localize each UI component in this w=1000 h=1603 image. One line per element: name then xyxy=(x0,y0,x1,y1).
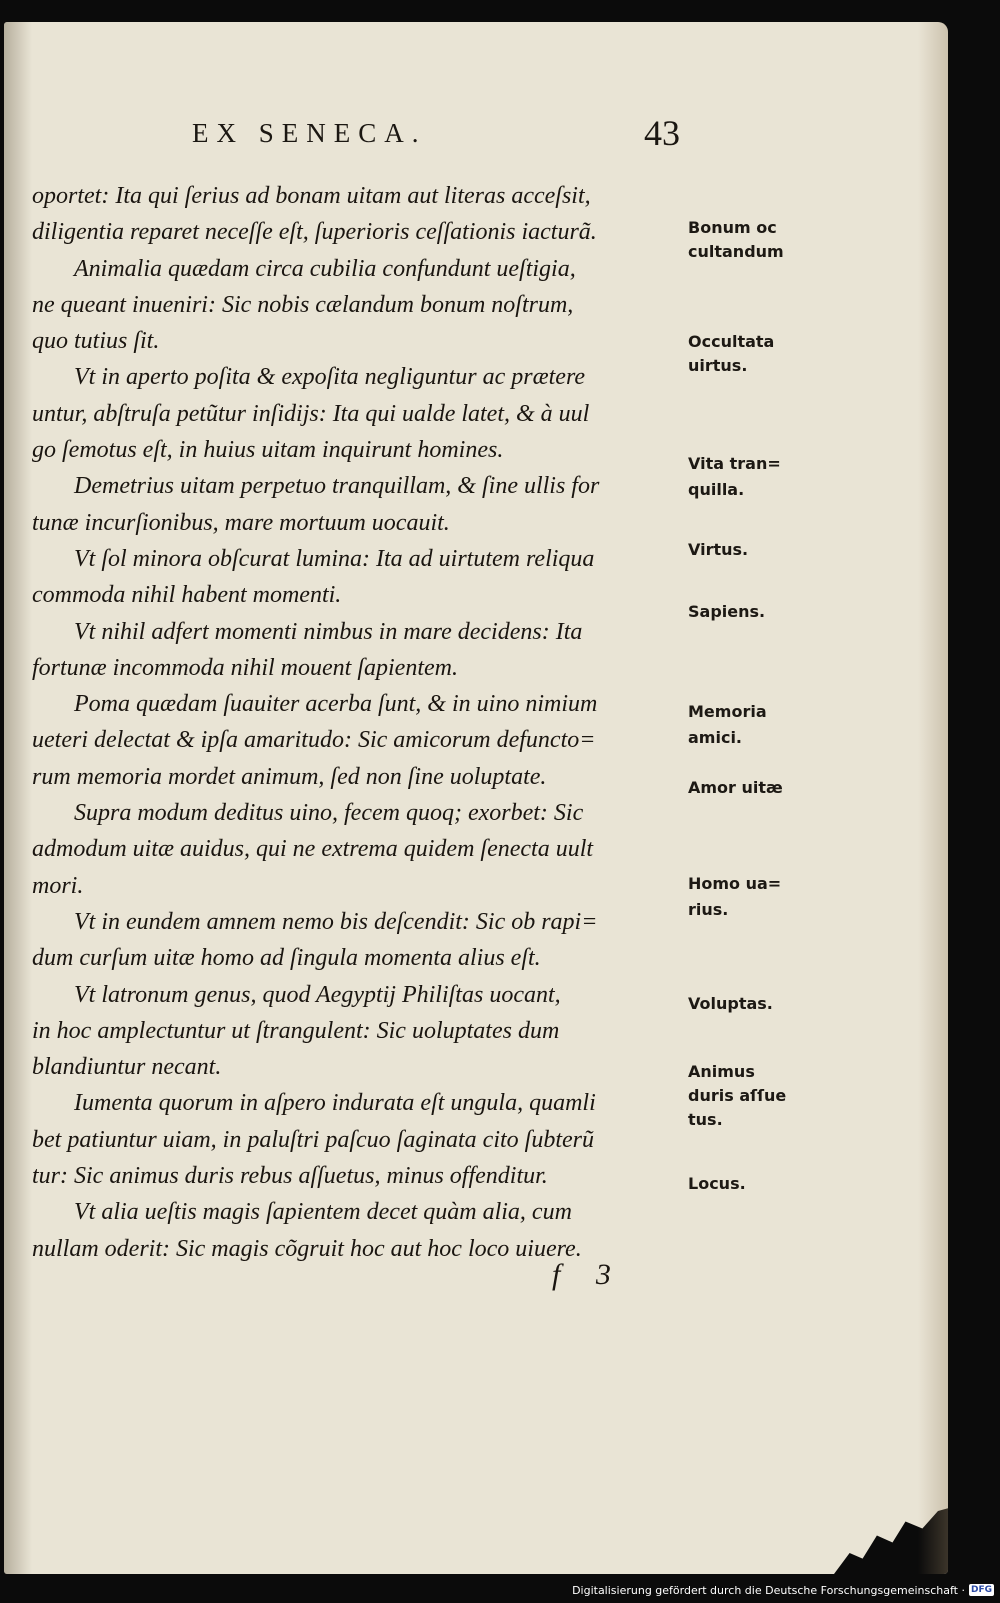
margin-note: Vita tran= xyxy=(688,454,781,473)
margin-note: duris aſſue xyxy=(688,1086,787,1105)
margin-note: Memoria xyxy=(688,702,767,721)
text-line: Demetrius uitam perpetuo tranquillam, & ſine ullis for xyxy=(74,473,600,500)
margin-note: rius. xyxy=(688,900,729,919)
text-line: ueteri delectat & ipſa amaritudo: Sic amicorum defuncto= xyxy=(32,727,596,754)
margin-note: Homo ua= xyxy=(688,874,782,893)
margin-note: quilla. xyxy=(688,480,745,499)
body-text xyxy=(32,178,702,1267)
text-line: tunæ incurſionibus, mare mortuum uocauit. xyxy=(32,509,450,536)
text-line: bet patiuntur uiam, in paluſtri paſcuo ſaginata cito ſubterũ xyxy=(32,1126,594,1153)
text-line: Vt ſol minora obſcurat lumina: Ita ad uirtutem reliqua xyxy=(74,545,595,572)
text-line: commoda nihil habent momenti. xyxy=(32,582,342,609)
text-line: in hoc amplectuntur ut ſtrangulent: Sic uoluptates dum xyxy=(32,1017,560,1044)
text-line: oportet: Ita qui ſerius ad bonam uitam aut literas acceſsit, xyxy=(32,183,591,209)
text-line: diligentia reparet neceſſe eſt, ſuperioris ceſſationis iacturã. xyxy=(32,219,597,246)
credit-text: Digitalisierung gefördert durch die Deutsche Forschungsgemeinschaft · xyxy=(572,1583,965,1597)
running-head xyxy=(4,113,948,156)
margin-note: amici. xyxy=(688,728,742,747)
text-line: tur: Sic animus duris rebus aſſuetus, minus offenditur. xyxy=(32,1163,548,1190)
text-line: mori. xyxy=(32,872,84,899)
text-line: admodum uitæ auidus, qui ne extrema quidem ſenecta uult xyxy=(32,836,594,863)
margin-note: cultandum xyxy=(688,242,784,261)
text-line: blandiuntur necant. xyxy=(32,1054,222,1081)
text-line: dum curſum uitæ homo ad ſingula momenta alius eſt. xyxy=(32,945,541,972)
margin-note: Animus xyxy=(688,1062,755,1081)
text-line: Vt in eundem amnem nemo bis deſcendit: Sic ob rapi= xyxy=(74,908,598,935)
text-line: quo tutius ſit. xyxy=(32,328,160,355)
text-line: go ſemotus eſt, in huius uitam inquirunt homines. xyxy=(32,437,504,464)
text-line: fortunæ incommoda nihil mouent ſapientem. xyxy=(32,654,458,681)
running-head-title: EX SENECA. xyxy=(192,118,427,148)
digitization-credit xyxy=(572,1579,994,1601)
margin-note: Locus. xyxy=(688,1174,746,1193)
signature-mark: f 3 xyxy=(552,1258,625,1291)
book-page xyxy=(4,22,948,1574)
margin-note: tus. xyxy=(688,1110,723,1129)
margin-note: Bonum oc xyxy=(688,218,777,237)
text-line: Iumenta quorum in aſpero indurata eſt ungula, quamli xyxy=(74,1090,596,1117)
text-line: Poma quædam ſuauiter acerba ſunt, & in uino nimium xyxy=(74,691,598,718)
dfg-logo: DFG xyxy=(970,1585,992,1595)
margin-note: Amor uitæ xyxy=(688,778,783,797)
text-line: Vt latronum genus, quod Aegyptij Philiſtas uocant, xyxy=(74,981,561,1008)
margin-note: Virtus. xyxy=(688,540,749,559)
text-line: Vt alia ueſtis magis ſapientem decet quàm alia, cum xyxy=(74,1199,572,1226)
torn-corner xyxy=(834,1504,948,1574)
margin-note: Voluptas. xyxy=(688,994,773,1013)
margin-note: Occultata xyxy=(688,332,775,351)
page-number: 43 xyxy=(644,113,680,153)
text-line: rum memoria mordet animum, ſed non ſine uoluptate. xyxy=(32,763,547,790)
text-line: Vt in aperto poſita & expoſita negliguntur ac prætere xyxy=(74,364,586,391)
text-line: ne queant inueniri: Sic nobis cælandum bonum noſtrum, xyxy=(32,291,574,318)
text-line: nullam oderit: Sic magis cõgruit hoc aut hoc loco uiuere. xyxy=(32,1235,582,1262)
text-line: Vt nihil adfert momenti nimbus in mare decidens: Ita xyxy=(74,618,583,645)
text-line: Supra modum deditus uino, fecem quoq; exorbet: Sic xyxy=(74,800,584,827)
text-line: untur, abſtruſa petũtur inſidijs: Ita qui ualde latet, & à uul xyxy=(32,400,590,427)
text-line: Animalia quædam circa cubilia confundunt ueſtigia, xyxy=(74,255,576,282)
margin-note: Sapiens. xyxy=(688,602,766,621)
margin-note: uirtus. xyxy=(688,356,748,375)
